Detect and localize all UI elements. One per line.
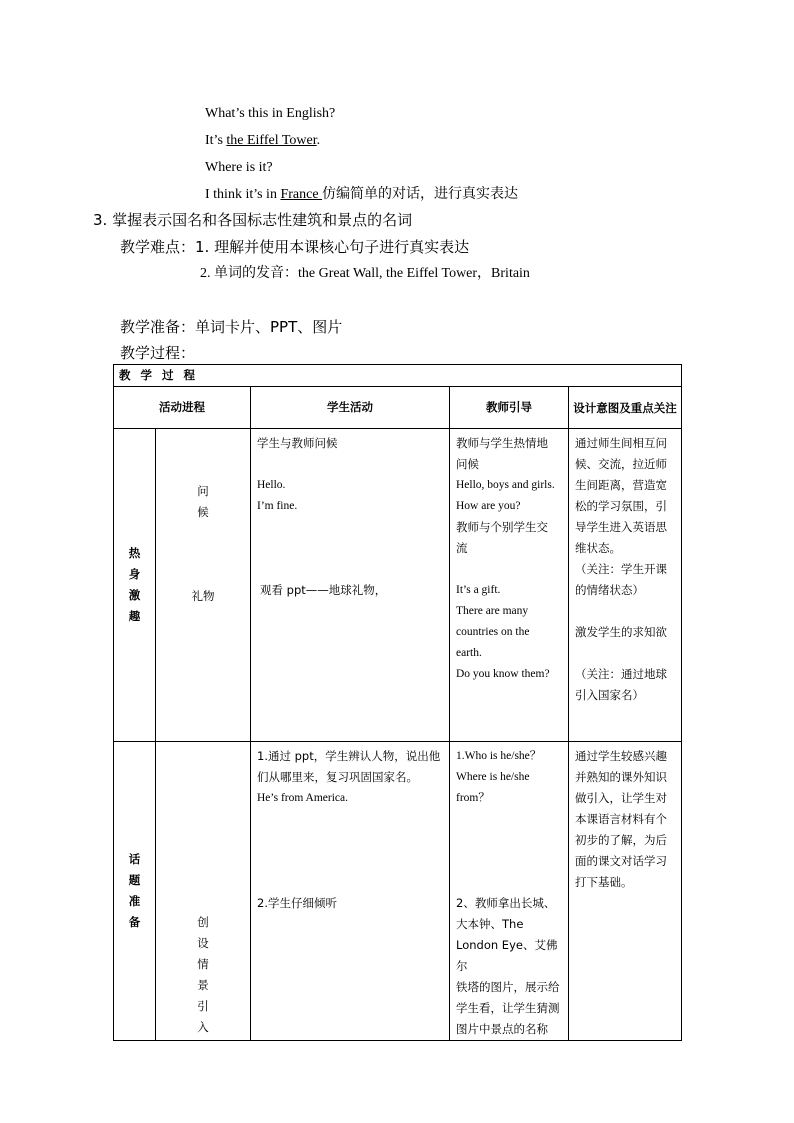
- teacher-line: 教师与个别学生交: [456, 520, 548, 534]
- student-line: [257, 559, 444, 580]
- section-warmup-label: [114, 429, 156, 742]
- design-line: 维状态。: [575, 541, 621, 555]
- teacher-line: 教师与学生热情地: [456, 436, 548, 450]
- intro-line-2-a: It’s: [205, 133, 227, 148]
- student-line: He’s from America.: [257, 792, 349, 804]
- teacher-line: Where is he/she: [456, 771, 530, 783]
- intro-line-4-b: 仿编简单的对话，进行真实表达: [322, 186, 519, 202]
- section-warmup-teacher: [450, 429, 569, 742]
- student-line: I’m fine.: [257, 500, 298, 512]
- teacher-line: countries on the: [456, 626, 530, 638]
- design-line: 通过学生较感兴趣: [575, 749, 667, 763]
- design-line: [575, 643, 676, 664]
- teacher-line: [456, 830, 563, 851]
- section-topic-label: [114, 742, 156, 1041]
- design-line: 导学生进入英语思: [575, 520, 667, 534]
- design-line: 打下基础。: [575, 875, 633, 889]
- teacher-line: 图片中景点的名称: [456, 1022, 548, 1036]
- intro-line-7: 2. 单词的发音：the Great Wall, the Eiffel Tower，Britain: [200, 266, 530, 281]
- student-line: 观看 ppt——地球礼物，: [260, 583, 387, 597]
- design-line: 引入国家名）: [575, 688, 644, 702]
- student-line: [257, 851, 444, 872]
- student-line: [257, 454, 444, 475]
- intro-line-2-b: .: [316, 133, 321, 148]
- section-warmup-char: 激: [128, 588, 141, 602]
- section-topic-char: 准: [128, 894, 141, 908]
- section-warmup-char: 身: [128, 567, 141, 581]
- design-line: 候、交流，拉近师: [575, 457, 667, 471]
- design-line: 松的学习氛围，引: [575, 499, 667, 513]
- section-warmup-student: [251, 429, 450, 742]
- sub-char: 情: [197, 957, 209, 971]
- section-warmup-design: [569, 429, 682, 742]
- teacher-line: There are many: [456, 605, 529, 617]
- teacher-line: [456, 872, 563, 893]
- header-student: 学生活动: [251, 387, 450, 429]
- teacher-line: 流: [456, 541, 468, 555]
- table-title: 教 学 过 程: [114, 365, 682, 387]
- design-line: 生间距离，营造宽: [575, 478, 667, 492]
- teacher-line: [456, 809, 563, 830]
- teacher-line: [456, 851, 563, 872]
- header-teacher: 教师引导: [450, 387, 569, 429]
- teacher-line: How are you?: [456, 500, 521, 512]
- section-topic-char: 话: [128, 852, 141, 866]
- intro-line-9: 教学过程：: [120, 344, 196, 362]
- student-line: 们从哪里来，复习巩固国家名。: [257, 770, 418, 784]
- design-line: [575, 601, 676, 622]
- teacher-line: 2、教师拿出长城、: [456, 896, 556, 910]
- student-line: [257, 809, 444, 830]
- design-line: 做引入，让学生对: [575, 791, 667, 805]
- section-topic-char: 题: [128, 873, 141, 887]
- design-line: 并熟知的课外知识: [575, 770, 667, 784]
- intro-line-2: [205, 131, 320, 151]
- intro-line-4-a: I think it’s in: [205, 187, 281, 202]
- sub-char: 问: [197, 484, 209, 498]
- section-topic-student: [251, 742, 450, 1041]
- intro-line-4-underlined: France: [280, 187, 323, 202]
- design-line: （关注：学生开课: [575, 562, 667, 576]
- teacher-line: 问候: [456, 457, 479, 471]
- student-line: 学生与教师问候: [257, 436, 338, 450]
- section-warmup-char: 趣: [128, 609, 141, 623]
- sub-gift: 礼物: [191, 589, 215, 603]
- section-topic-sub: [156, 742, 251, 1041]
- sub-char: 创: [197, 915, 209, 929]
- header-activity: 活动进程: [114, 387, 251, 429]
- student-line: 1.通过 ppt，学生辨认人物，说出他: [257, 749, 441, 763]
- teacher-line: from？: [456, 792, 490, 804]
- teacher-line: 大本钟、The: [456, 917, 524, 931]
- intro-line-5: 3. 掌握表示国名和各国标志性建筑和景点的名词: [93, 211, 413, 229]
- design-line: 面的课文对话学习: [575, 854, 667, 868]
- teacher-line: earth.: [456, 647, 482, 659]
- teacher-line: London Eye、艾佛尔: [456, 938, 558, 973]
- intro-line-6: 教学难点：1. 理解并使用本课核心句子进行真实表达: [120, 238, 470, 256]
- student-line: Hello.: [257, 479, 286, 491]
- design-line: 的情绪状态）: [575, 583, 644, 597]
- design-line: （关注：通过地球: [575, 667, 667, 681]
- section-topic-char: 备: [128, 915, 141, 929]
- sub-char: 景: [197, 978, 209, 992]
- design-line: 本课语言材料有个: [575, 812, 667, 826]
- student-line: [257, 872, 444, 893]
- student-line: [257, 538, 444, 559]
- sub-char: 设: [197, 936, 209, 950]
- intro-line-2-underlined: the Eiffel Tower: [226, 133, 317, 148]
- design-line: 激发学生的求知欲: [575, 625, 667, 639]
- student-line: [257, 517, 444, 538]
- section-topic-design: [569, 742, 682, 1041]
- sub-char: 候: [197, 505, 209, 519]
- sub-char: 引: [197, 999, 209, 1013]
- intro-line-3: Where is it?: [205, 160, 273, 175]
- intro-line-8: 教学准备：单词卡片、PPT、图片: [120, 318, 343, 336]
- header-design: 设计意图及重点关注: [569, 387, 682, 429]
- teacher-line: Hello, boys and girls.: [456, 479, 555, 491]
- student-line: 2.学生仔细倾听: [257, 896, 337, 910]
- teacher-line: [456, 559, 563, 580]
- intro-line-1: What’s this in English?: [205, 106, 336, 121]
- section-warmup-char: 热: [128, 546, 141, 560]
- design-line: 初步的了解，为后: [575, 833, 667, 847]
- teacher-line: 1.Who is he/she？: [456, 750, 542, 762]
- intro-line-4: [205, 184, 518, 205]
- design-line: 通过师生间相互问: [575, 436, 667, 450]
- student-line: [257, 830, 444, 851]
- sub-char: 入: [197, 1020, 209, 1034]
- teacher-line: 学生看，让学生猜测: [456, 1001, 560, 1015]
- section-warmup-sub: [156, 429, 251, 742]
- process-table: [113, 364, 682, 1041]
- section-topic-teacher: [450, 742, 569, 1041]
- teacher-line: It’s a gift.: [456, 584, 501, 596]
- teacher-line: Do you know them?: [456, 668, 550, 680]
- teacher-line: 铁塔的图片，展示给: [456, 980, 560, 994]
